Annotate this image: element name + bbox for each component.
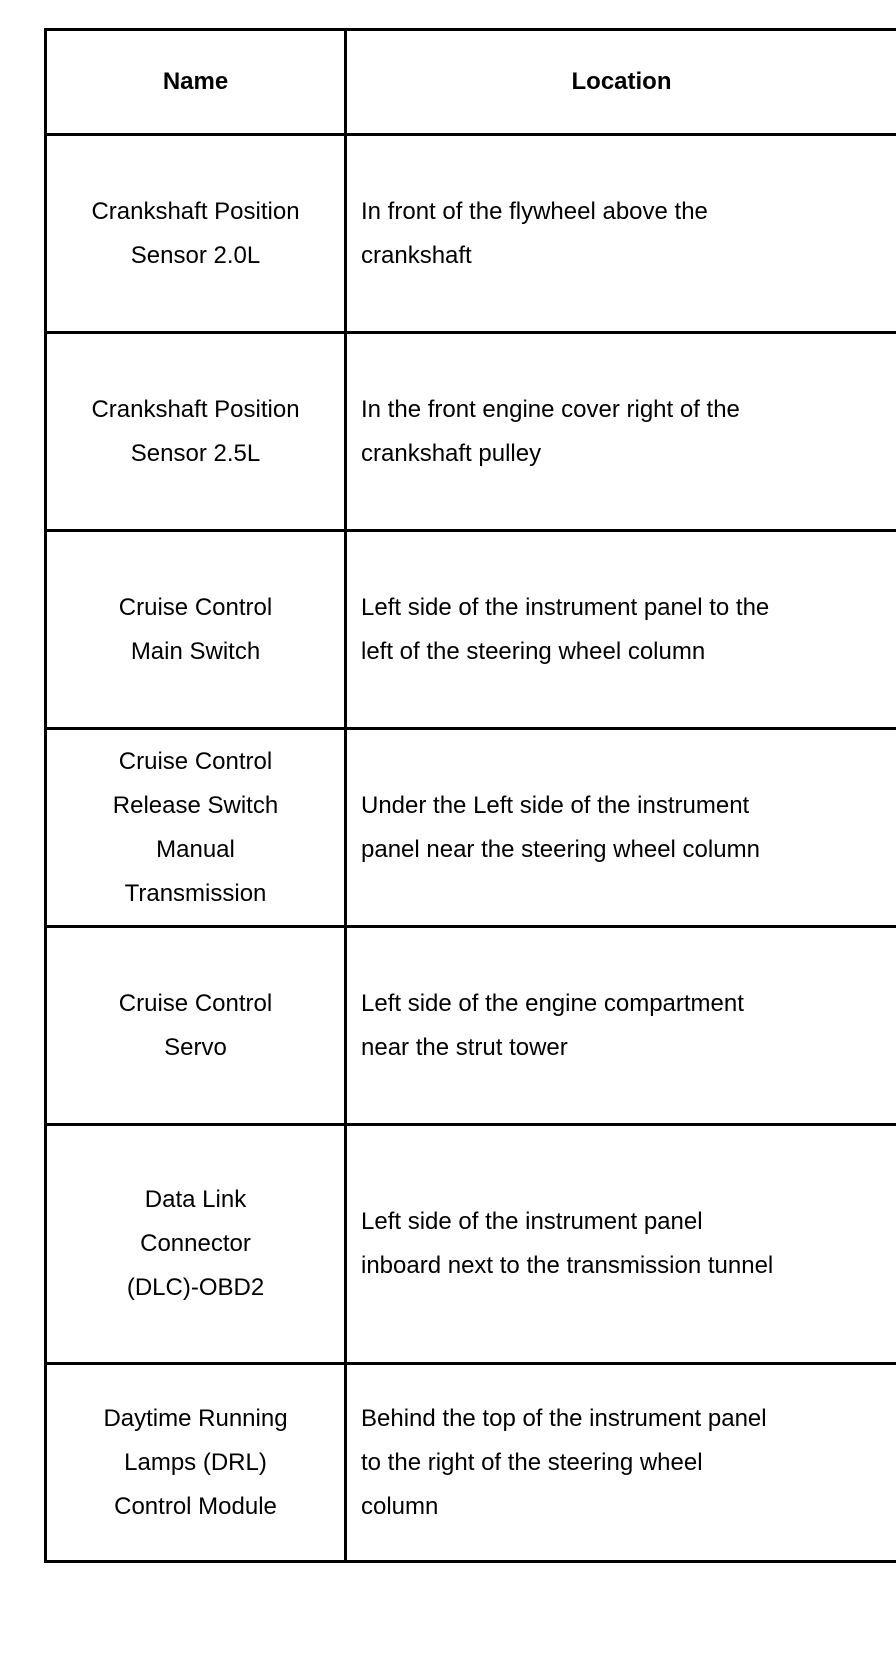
table-row bbox=[46, 135, 896, 333]
component-name: Crankshaft Position Sensor 2.5L bbox=[46, 333, 346, 531]
component-name: Cruise Control Main Switch bbox=[46, 531, 346, 729]
component-name: Crankshaft Position Sensor 2.0L bbox=[46, 135, 346, 333]
header-location: Location bbox=[346, 30, 896, 135]
component-location: In the front engine cover right of the crankshaft pulley bbox=[346, 333, 896, 531]
component-location: Left side of the instrument panel to the left of the steering wheel column bbox=[346, 531, 896, 729]
header-name: Name bbox=[46, 30, 346, 135]
table-row bbox=[46, 1364, 896, 1562]
component-location: Under the Left side of the instrument panel near the steering wheel column bbox=[346, 729, 896, 927]
component-location: Left side of the instrument panel inboard next to the transmission tunnel bbox=[346, 1125, 896, 1364]
header-row bbox=[46, 30, 896, 135]
component-location: In front of the flywheel above the crankshaft bbox=[346, 135, 896, 333]
component-location-table bbox=[44, 28, 896, 1563]
component-name: Daytime Running Lamps (DRL) Control Module bbox=[46, 1364, 346, 1562]
table-row bbox=[46, 729, 896, 927]
component-name: Cruise Control Servo bbox=[46, 927, 346, 1125]
table-row bbox=[46, 333, 896, 531]
table-row bbox=[46, 1125, 896, 1364]
table-row bbox=[46, 531, 896, 729]
component-location: Behind the top of the instrument panel to the right of the steering wheel column bbox=[346, 1364, 896, 1562]
table-row bbox=[46, 927, 896, 1125]
component-name: Data Link Connector (DLC)-OBD2 bbox=[46, 1125, 346, 1364]
component-location: Left side of the engine compartment near the strut tower bbox=[346, 927, 896, 1125]
component-name: Cruise Control Release Switch Manual Transmission bbox=[46, 729, 346, 927]
